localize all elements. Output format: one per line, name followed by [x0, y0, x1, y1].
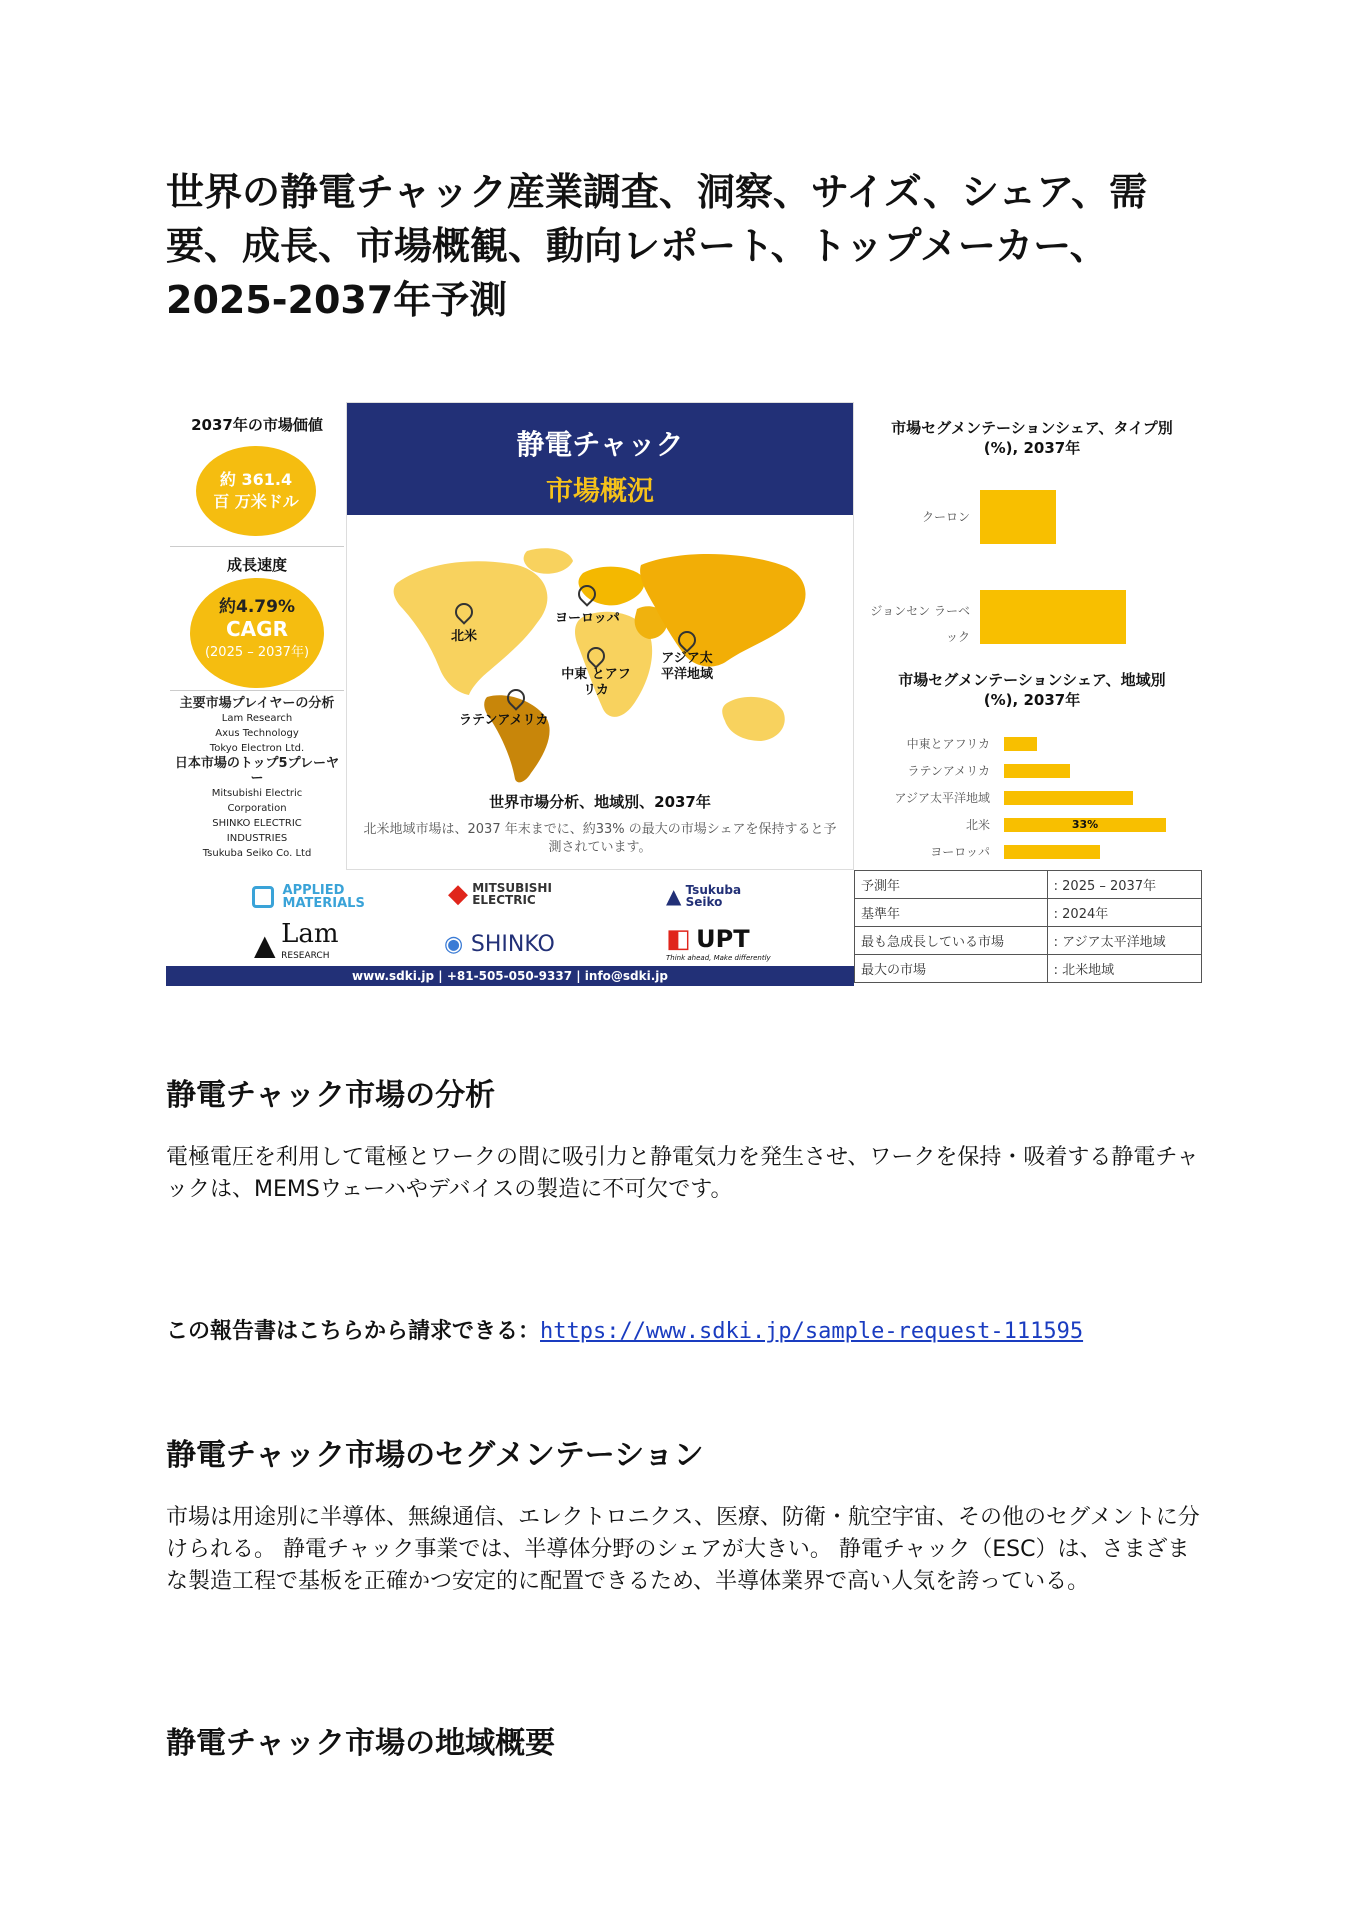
section-heading-regional: 静電チャック市場の地域概要 — [166, 1726, 556, 1761]
logo-tsukuba-seiko: ▲ Tsukuba Seiko — [666, 883, 742, 909]
infographic-subtitle: 市場概況 — [546, 476, 654, 507]
table-row: 予測年 : 2025 – 2037年 — [855, 871, 1202, 899]
table-row: 基準年 : 2024年 — [855, 899, 1202, 927]
pin-icon — [674, 627, 699, 652]
pin-icon — [583, 643, 608, 668]
region-bar-latin-america — [1004, 764, 1070, 778]
region-chart-title: 市場セグメンテーションシェア、地域別 (%), 2037年 — [898, 671, 1166, 709]
region-label: ヨーロッパ — [930, 845, 990, 859]
region-label: ラテンアメリカ — [907, 764, 990, 778]
shinko-globe-icon: ◉ — [444, 932, 464, 957]
section-body-segmentation: 市場は用途別に半導体、無線通信、エレクトロニクス、医療、防衛・航空宇宙、その他のセグメントに分けられる。 静電チャック事業では、半導体分野のシェアが大きい。 静電チャック（ESC）は、さまざまな製造工程で基板を正確かつ安定的に配置できるため、半導体業界で高い人気を誇っている。 — [166, 1505, 1200, 1594]
growth-heading: 成長速度 — [226, 556, 287, 574]
player-item: Tsukuba Seiko Co. Ltd — [202, 848, 312, 859]
region-label-asia-pacific: アジア太 平洋地域 — [655, 631, 719, 683]
document-title: 世界の静電チャック産業調査、洞察、サイズ、シェア、需要、成長、市場概観、動向レポート、トップメーカー、2025-2037年予測 — [166, 170, 1148, 322]
map-description: 北米地域市場は、2037 年末までに、約33% の最大の市場シェアを保持すると予測されています。 — [363, 822, 837, 855]
map-caption: 世界市場分析、地域別、2037年 — [489, 793, 711, 811]
map-greenland — [524, 548, 573, 574]
type-label-coulomb: クーロン — [921, 510, 970, 524]
pin-icon — [451, 599, 476, 624]
infographic-title: 静電チャック — [516, 428, 684, 461]
region-label: 北米 — [965, 818, 990, 832]
applied-materials-icon — [252, 886, 274, 908]
market-value-badge — [196, 446, 316, 536]
lam-triangle-icon: ▲ — [254, 928, 276, 962]
region-bar-north-america — [1004, 818, 1166, 832]
right-panel — [862, 402, 1202, 870]
pin-icon — [575, 581, 600, 606]
bar-data-label: 33% — [1071, 818, 1099, 831]
sample-request-link[interactable]: https://www.sdki.jp/sample-request-111595 — [540, 1319, 1084, 1344]
tsukuba-mark-icon: ▲ — [666, 884, 682, 908]
growth-period: (2025 – 2037年) — [204, 645, 310, 660]
request-label: この報告書はこちらから請求できる： — [166, 1319, 541, 1344]
player-item: Mitsubishi Electric Corporation — [211, 788, 303, 814]
facts-table — [854, 870, 1202, 983]
upt-mark-icon: ◧ — [666, 924, 691, 954]
infographic-footer: www.sdki.jp | +81-505-050-9337 | info@sdki.jp — [166, 966, 854, 986]
mitsubishi-diamonds-icon: ◆ — [448, 879, 468, 909]
table-row: 最大の市場 : 北米地域 — [855, 955, 1202, 983]
section-body-analysis: 電極電圧を利用して電極とワークの間に吸引力と静電気力を発生させ、ワークを保持・吸着する静電チャックは、MEMSウェーハやデバイスの製造に不可欠です。 — [166, 1145, 1199, 1202]
growth-badge — [190, 578, 324, 688]
region-label-middle-east-africa: 中東 とアフリカ — [559, 647, 633, 699]
region-bar-middle-east-africa — [1004, 737, 1037, 751]
report-request — [166, 1314, 1083, 1345]
region-bar-asia-pacific — [1004, 791, 1133, 805]
players-heading: 主要市場プレイヤーの分析 — [179, 696, 335, 711]
region-label: アジア太平洋地域 — [894, 791, 990, 805]
players-list — [166, 696, 348, 861]
pin-icon — [503, 685, 528, 710]
logo-applied-materials: APPLIED MATERIALS — [252, 884, 363, 910]
region-label-north-america: 北米 — [451, 603, 477, 644]
region-label-latin-america: ラテンアメリカ — [459, 689, 548, 728]
type-bar-johnsen-rahbek — [980, 590, 1126, 644]
logo-shinko: ◉ SHINKO — [444, 932, 555, 957]
player-item: Lam Research — [221, 713, 293, 724]
section-heading-segmentation: 静電チャック市場のセグメンテーション — [166, 1438, 704, 1473]
divider — [170, 546, 344, 547]
region-bar-europe — [1004, 845, 1100, 859]
map-australia — [722, 697, 785, 741]
logo-upt: ◧ UPT Think ahead, Make differently — [666, 924, 771, 962]
left-panel — [166, 402, 348, 870]
logo-lam-research: ▲ Lam RESEARCH — [254, 919, 339, 962]
market-value-heading: 2037年の市場価値 — [191, 416, 323, 434]
player-item: SHINKO ELECTRIC INDUSTRIES — [212, 818, 302, 844]
region-label-europe: ヨーロッパ — [555, 585, 620, 626]
japan-players-heading: 日本市場のトップ5プレーヤー — [174, 756, 340, 786]
divider — [170, 690, 344, 691]
center-header — [347, 403, 853, 515]
table-row: 最も急成長している市場 : アジア太平洋地域 — [855, 927, 1202, 955]
type-label-johnsen-rahbek: ジョンセン ラーベック — [870, 604, 970, 644]
type-chart-title: 市場セグメンテーションシェア、タイプ別 (%), 2037年 — [891, 419, 1173, 457]
growth-cagr: CAGR — [226, 617, 288, 641]
type-bar-coulomb — [980, 490, 1056, 544]
section-heading-analysis: 静電チャック市場の分析 — [166, 1078, 496, 1113]
center-panel — [346, 402, 854, 870]
market-infographic — [166, 402, 1202, 986]
market-value: 約 361.4 百 万米ドル — [213, 470, 299, 511]
region-label: 中東とアフリカ — [906, 737, 990, 751]
logo-mitsubishi-electric: ◆ MITSUBISHI ELECTRIC — [448, 879, 552, 909]
player-item: Axus Technology — [215, 728, 299, 739]
player-item: Tokyo Electron Ltd. — [209, 743, 305, 754]
growth-value: 約4.79% — [219, 597, 295, 617]
